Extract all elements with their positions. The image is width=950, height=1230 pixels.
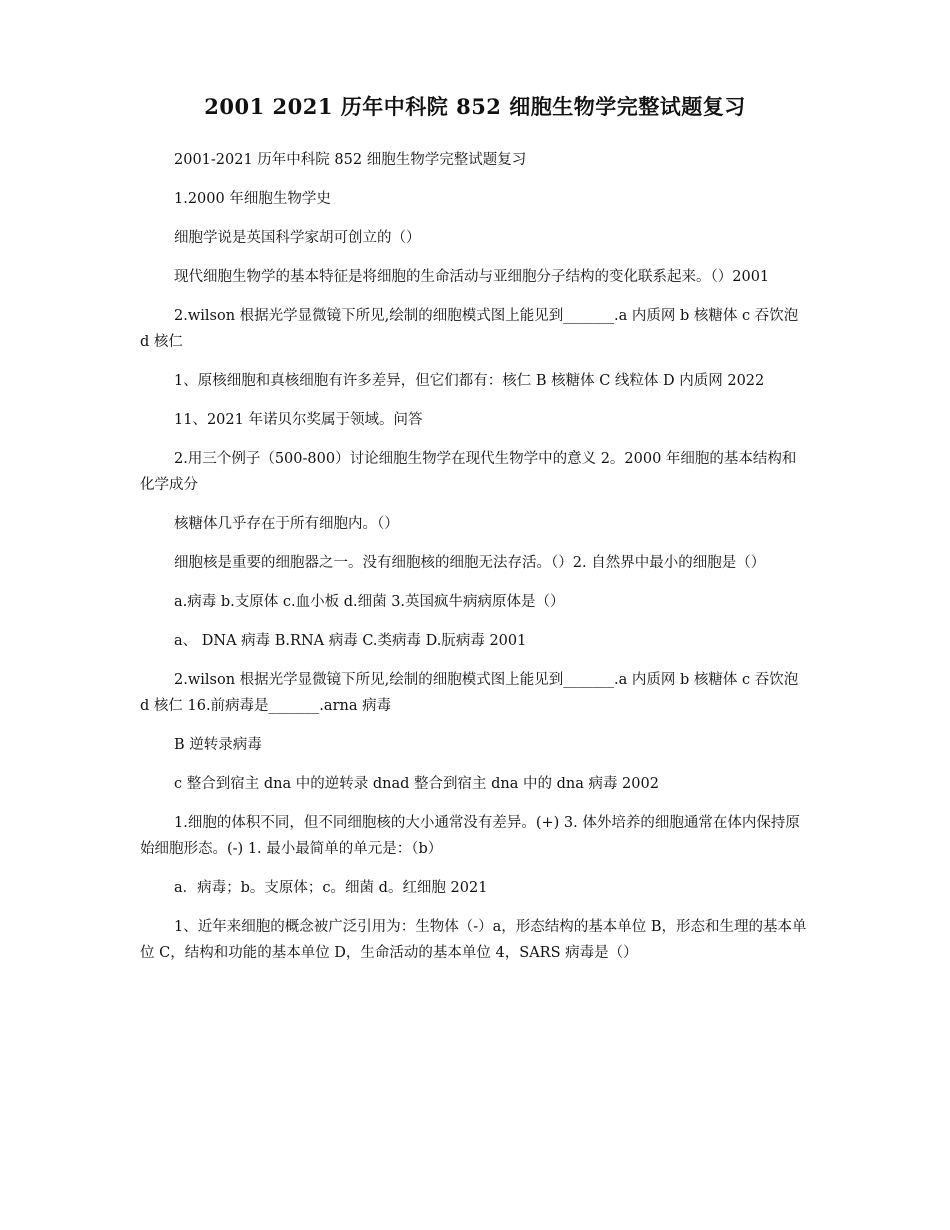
document-title: 2001 2021 历年中科院 852 细胞生物学完整试题复习 — [204, 94, 746, 119]
paragraph: 2.用三个例子（500-800）讨论细胞生物学在现代生物学中的意义 2。2000 年细胞的基本结构和化学成分 — [140, 451, 797, 493]
paragraph: 细胞学说是英国科学家胡可创立的（） — [174, 230, 421, 246]
paragraph: 11、2021 年诺贝尔奖属于领域。问答 — [174, 412, 423, 428]
paragraph: 细胞核是重要的细胞器之一。没有细胞核的细胞无法存活。（）2. 自然界中最小的细胞是（） — [174, 555, 766, 571]
paragraph: a、 DNA 病毒 B.RNA 病毒 C.类病毒 D.朊病毒 2001 — [174, 633, 527, 649]
document-body — [140, 147, 810, 979]
paragraph: 2.wilson 根据光学显微镜下所见,绘制的细胞模式图上能见到_______.a 内质网 b 核糖体 c 吞饮泡 d 核仁 — [140, 308, 799, 350]
paragraph: c 整合到宿主 dna 中的逆转录 dnad 整合到宿主 dna 中的 dna 病毒 2002 — [174, 776, 659, 792]
paragraph: 1、原核细胞和真核细胞有许多差异，但它们都有：核仁 B 核糖体 C 线粒体 D 内质网 2022 — [174, 373, 765, 389]
paragraph: 2001-2021 历年中科院 852 细胞生物学完整试题复习 — [174, 152, 527, 168]
paragraph: a．病毒；b。支原体；c。细菌 d。红细胞 2021 — [174, 880, 488, 896]
paragraph: 2.wilson 根据光学显微镜下所见,绘制的细胞模式图上能见到_______.a 内质网 b 核糖体 c 吞饮泡 d 核仁 16.前病毒是_______.arna 病毒 — [140, 672, 799, 714]
paragraph: 核糖体几乎存在于所有细胞内。（） — [174, 516, 399, 532]
paragraph: a.病毒 b.支原体 c.血小板 d.细菌 3.英国疯牛病病原体是（） — [174, 594, 565, 610]
paragraph: 1.细胞的体积不同，但不同细胞核的大小通常没有差异。(+) 3. 体外培养的细胞通常在体内保持原始细胞形态。(-) 1. 最小最简单的单元是：（b） — [140, 815, 800, 857]
paragraph: 1.2000 年细胞生物学史 — [174, 191, 331, 207]
paragraph: 现代细胞生物学的基本特征是将细胞的生命活动与亚细胞分子结构的变化联系起来。（）2001 — [174, 269, 770, 285]
paragraph: B 逆转录病毒 — [174, 737, 262, 753]
paragraph: 1、近年来细胞的概念被广泛引用为：生物体（-）a，形态结构的基本单位 B，形态和生理的基本单位 C，结构和功能的基本单位 D，生命活动的基本单位 4，SARS 病毒是（） — [140, 919, 807, 961]
